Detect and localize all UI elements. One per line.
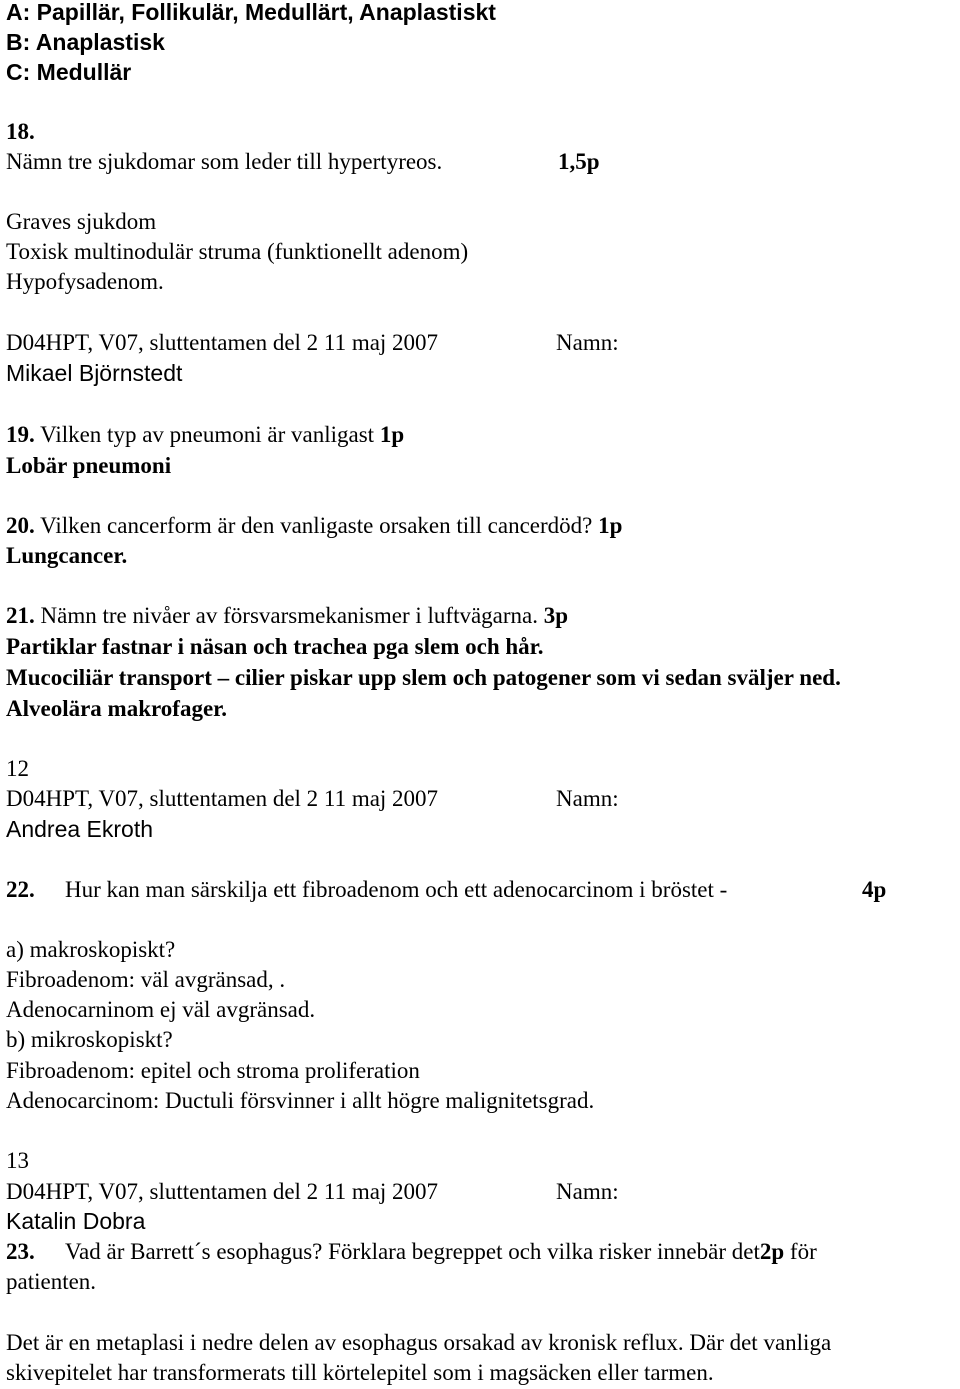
question-21 [6, 601, 568, 631]
question-21-answer: Alveolära makrofager. [6, 696, 228, 721]
question-19 [6, 420, 404, 450]
question-21-points: 3p [543, 603, 569, 628]
question-20-number: 20. [6, 513, 35, 538]
question-23-text-part2: för [784, 1239, 817, 1264]
question-19-text: Vilken typ av pneumoni är vanligast [40, 422, 375, 447]
question-23-answer: skivepitelet har transformerats till körtelepitel som i magsäcken eller tarmen. [6, 1360, 714, 1385]
question-23-number: 23. [6, 1239, 35, 1264]
question-22-line: Adenocarcinom: Ductuli försvinner i allt högre malignitetsgrad. [6, 1088, 595, 1113]
answer-17b: B: Anaplastisk [6, 29, 165, 55]
question-18-answer: Hypofysadenom. [6, 269, 164, 294]
question-20-text: Vilken cancerform är den vanligaste orsaken till cancerdöd? [40, 513, 593, 538]
question-21-text: Nämn tre nivåer av försvarsmekanismer i luftvägarna. [40, 603, 538, 628]
student-name: Mikael Björnstedt [6, 360, 183, 386]
question-22-line: b) mikroskopiskt? [6, 1027, 173, 1052]
question-18-points: 1,5p [558, 149, 600, 174]
question-19-answer: Lobär pneumoni [6, 453, 172, 478]
question-18-answer: Toxisk multinodulär struma (funktionellt adenom) [6, 239, 469, 264]
question-23-answer: Det är en metaplasi i nedre delen av esophagus orsakad av kronisk reflux. Där det vanliga [6, 1330, 832, 1355]
question-22-number: 22. [6, 877, 35, 902]
question-22-points: 4p [862, 877, 887, 902]
answer-17c: C: Medullär [6, 59, 132, 85]
question-22-line: Fibroadenom: väl avgränsad, . [6, 967, 286, 992]
page-number: 13 [6, 1148, 29, 1173]
name-label: Namn: [556, 1179, 619, 1204]
question-22-line: Fibroadenom: epitel och stroma proliferation [6, 1058, 420, 1083]
exam-header: D04HPT, V07, sluttentamen del 2 11 maj 2007 [6, 786, 439, 811]
question-20 [6, 511, 622, 541]
question-23-points: 2p [759, 1239, 785, 1264]
name-label: Namn: [556, 786, 619, 811]
name-label: Namn: [556, 330, 619, 355]
question-19-number: 19. [6, 422, 35, 447]
question-18-number: 18. [6, 119, 35, 144]
student-name: Katalin Dobra [6, 1208, 146, 1234]
question-20-answer: Lungcancer. [6, 543, 128, 568]
question-23-text-line2: patienten. [6, 1269, 97, 1294]
exam-header: D04HPT, V07, sluttentamen del 2 11 maj 2007 [6, 330, 439, 355]
question-21-answer: Partiklar fastnar i näsan och trachea pga slem och hår. [6, 634, 544, 659]
student-name: Andrea Ekroth [6, 816, 154, 842]
exam-header: D04HPT, V07, sluttentamen del 2 11 maj 2007 [6, 1179, 439, 1204]
question-22-text: Hur kan man särskilja ett fibroadenom och ett adenocarcinom i bröstet - [65, 877, 728, 902]
question-23-text-part1: Vad är Barrett´s esophagus? Förklara begreppet och vilka risker innebär det [65, 1239, 760, 1264]
question-23-text [65, 1237, 817, 1267]
question-21-number: 21. [6, 603, 35, 628]
question-18-text: Nämn tre sjukdomar som leder till hypertyreos. [6, 149, 443, 174]
question-19-points: 1p [379, 422, 405, 447]
question-18-answer: Graves sjukdom [6, 209, 157, 234]
question-22-line: Adenocarninom ej väl avgränsad. [6, 997, 316, 1022]
question-22-line: a) makroskopiskt? [6, 937, 176, 962]
answer-17a: A: Papillär, Follikulär, Medullärt, Anaplastiskt [6, 0, 496, 25]
question-21-answer: Mucociliär transport – cilier piskar upp slem och patogener som vi sedan sväljer ned. [6, 665, 841, 690]
question-20-points: 1p [598, 513, 623, 538]
page-number: 12 [6, 756, 29, 781]
